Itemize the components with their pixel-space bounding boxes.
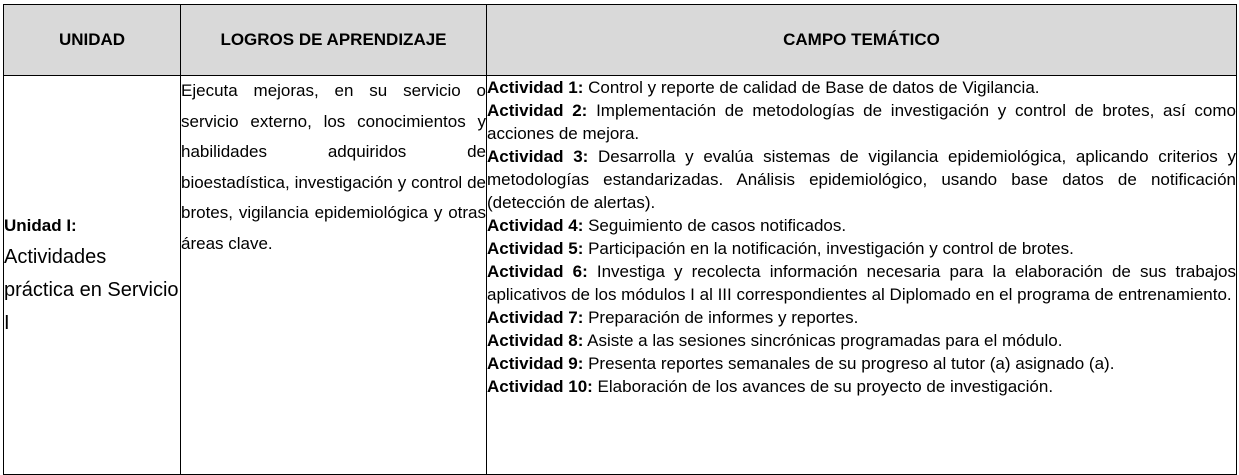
- activity-text: Preparación de informes y reportes.: [588, 308, 859, 327]
- activity-text: Control y reporte de calidad de Base de datos de Vigilancia.: [588, 78, 1040, 97]
- activity-item: [487, 99, 1236, 145]
- activity-item: [487, 329, 1236, 352]
- logros-cell: Ejecuta mejoras, en su servicio o servicio externo, los conocimientos y habilidades adquiridos de bioestadística, investigación y control de brotes, vigilancia epidemiológica y otras áreas clave.: [181, 76, 487, 475]
- activity-label: Actividad 8:: [487, 331, 584, 350]
- activity-item: [487, 76, 1236, 99]
- activity-text: Asiste a las sesiones sincrónicas programadas para el módulo.: [587, 331, 1063, 350]
- activity-label: Actividad 2:: [487, 101, 588, 120]
- activity-item: [487, 260, 1236, 306]
- activity-label: Actividad 3:: [487, 147, 589, 166]
- header-unidad: UNIDAD: [4, 5, 181, 76]
- activity-text: Seguimiento de casos notificados.: [588, 216, 847, 235]
- activity-item: [487, 214, 1236, 237]
- campo-cell: [487, 76, 1237, 475]
- header-row: [4, 5, 1237, 76]
- activity-text: Elaboración de los avances de su proyecto de investigación.: [597, 377, 1054, 396]
- activity-text: Implementación de metodologías de investigación y control de brotes, así como acciones de mejora.: [487, 101, 1236, 143]
- unit-description: Actividades práctica en Servicio I: [4, 245, 179, 334]
- content-row: [4, 76, 1237, 475]
- activity-label: Actividad 4:: [487, 216, 584, 235]
- activity-label: Actividad 5:: [487, 239, 584, 258]
- activity-label: Actividad 7:: [487, 308, 584, 327]
- activity-label: Actividad 1:: [487, 78, 584, 97]
- unit-cell: [4, 76, 181, 475]
- activity-item: [487, 375, 1236, 398]
- activity-text: Participación en la notificación, investigación y control de brotes.: [588, 239, 1074, 258]
- activity-text: Desarrolla y evalúa sistemas de vigilancia epidemiológica, aplicando criterios y metodologías estandarizadas. Análisis epidemiológico, usando base datos de notificación (detección de alertas).: [487, 147, 1236, 212]
- activity-text: Investiga y recolecta información necesaria para la elaboración de sus trabajos aplicativos de los módulos I al III correspondientes al Diplomado en el programa de entrenamiento.: [487, 262, 1236, 304]
- header-campo: CAMPO TEMÁTICO: [487, 5, 1237, 76]
- activity-label: Actividad 6:: [487, 262, 588, 281]
- activity-label: Actividad 9:: [487, 354, 584, 373]
- activity-item: [487, 306, 1236, 329]
- activity-text: Presenta reportes semanales de su progreso al tutor (a) asignado (a).: [588, 354, 1115, 373]
- activity-label: Actividad 10:: [487, 377, 593, 396]
- curriculum-table: [3, 4, 1237, 475]
- activity-item: [487, 237, 1236, 260]
- activity-item: [487, 145, 1236, 214]
- header-logros: LOGROS DE APRENDIZAJE: [181, 5, 487, 76]
- activity-item: [487, 352, 1236, 375]
- unit-title: Unidad I:: [4, 215, 77, 235]
